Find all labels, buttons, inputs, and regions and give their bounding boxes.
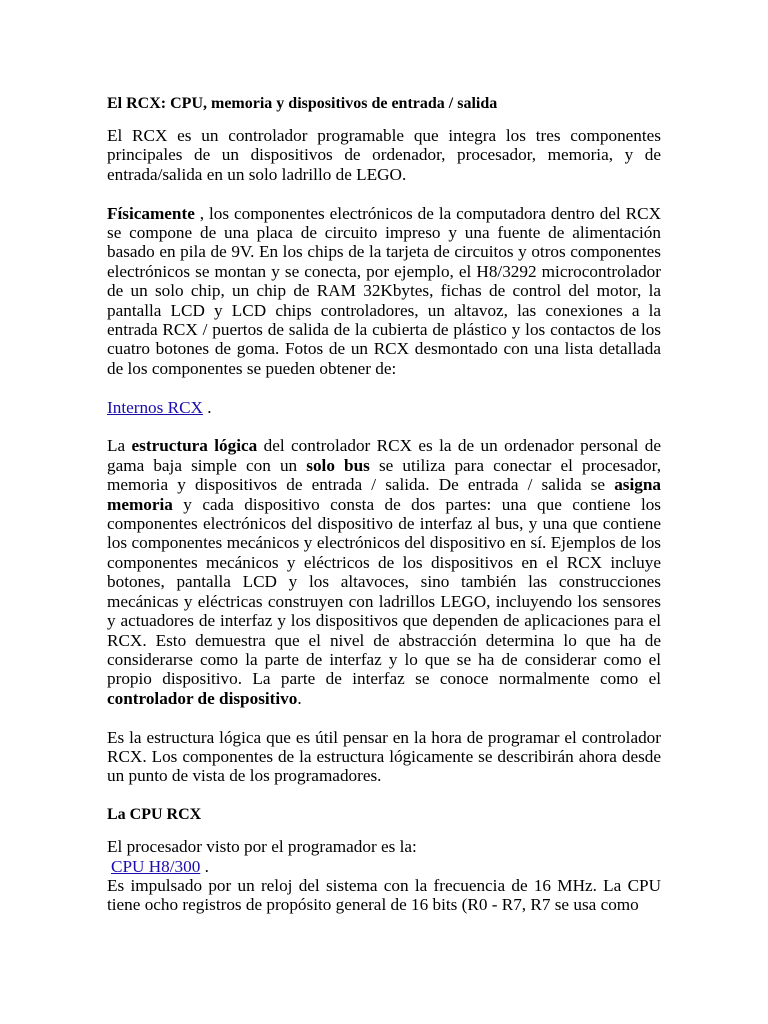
paragraph-cpu-intro: El procesador visto por el programador es la: — [107, 837, 417, 857]
bold-term-device-driver: controlador de dispositivo — [107, 688, 298, 708]
bold-term-physically: Físicamente — [107, 203, 195, 223]
link-cpu-suffix: . — [200, 856, 209, 876]
section-heading-cpu: La CPU RCX — [107, 806, 202, 824]
text-segment: . — [297, 688, 302, 708]
paragraph-programming: Es la estructura lógica que es útil pensar en la hora de programar el controlador RCX. Los componentes de la estructura lógicamente se describirán ahora desde un punto de vista de los programadores. — [107, 727, 661, 786]
paragraph-physically-text: , los componentes electrónicos de la computadora dentro del RCX se compone de una placa de circuito impreso y una fuente de alimentación basado en pila de 9V. En los chips de la tarjeta de circuitos y otros componentes electrónicos se montan y se conecta, por ejemplo, el H8/3292 microcontrolador de un solo chip, un chip de RAM 32Kbytes, fichas de control del motor, la pantalla LCD y LCD chips controladores, un altavoz, las conexiones a la entrada RCX / puertos de salida de la cubierta de plástico y los contactos de los cuatro botones de goma. Fotos de un RCX desmontado con una lista detallada de los componentes se pueden obtener de: — [107, 203, 661, 378]
paragraph-logical-structure — [107, 436, 661, 708]
paragraph-cpu-link — [107, 857, 661, 876]
text-segment: se utiliza para conectar el procesador, memoria y dispositivos de entrada / salida. De entrada / salida se — [107, 455, 661, 495]
text-segment: La — [107, 436, 132, 456]
link-cpu-h8-300[interactable]: CPU H8/300 — [111, 856, 201, 876]
bold-term-memory-mapped: asigna memoria — [107, 475, 661, 514]
link-internos-suffix: . — [202, 397, 212, 417]
link-internos-rcx[interactable]: Internos RCX — [107, 397, 203, 417]
paragraph-link-internals — [107, 398, 661, 417]
document-title: El RCX: CPU, memoria y dispositivos de entrada / salida — [107, 95, 498, 112]
text-segment: del controlador RCX es la de un ordenador personal de gama baja simple con un — [107, 436, 661, 475]
bold-term-logical-structure: estructura lógica — [131, 436, 258, 456]
bold-term-single-bus: solo bus — [306, 455, 370, 475]
paragraph-intro: El RCX es un controlador programable que integra los tres componentes principales de un dispositivos de ordenador, procesador, memoria, y de entrada/salida en un solo ladrillo de LEGO. — [107, 126, 661, 184]
document-page — [107, 94, 661, 915]
paragraph-cpu-clock: Es impulsado por un reloj del sistema con la frecuencia de 16 MHz. La CPU tiene ocho registros de propósito general de 16 bits (R0 - R7, R7 se usa como — [107, 875, 661, 915]
paragraph-physically — [107, 204, 661, 379]
text-segment: y cada dispositivo consta de dos partes: una que contiene los componentes electrónicos del dispositivo de interfaz al bus, y una que contiene los componentes mecánicos y electrónicos del dispositivo en sí. Ejemplos de los componentes mecánicos y eléctricos de los dispositivos en el RCX incluye botones, pantalla LCD y los altavoces, sino también las construcciones mecánicas y eléctricas construyen con ladrillos LEGO, incluyendo los sensores y actuadores de interfaz y los dispositivos que dependen de aplicaciones para el RCX. Esto demuestra que el nivel de abstracción determina lo que ha de considerarse como la parte de interfaz y lo que se ha de considerar como el propio dispositivo. La parte de interfaz se conoce normalmente como el — [107, 494, 661, 689]
